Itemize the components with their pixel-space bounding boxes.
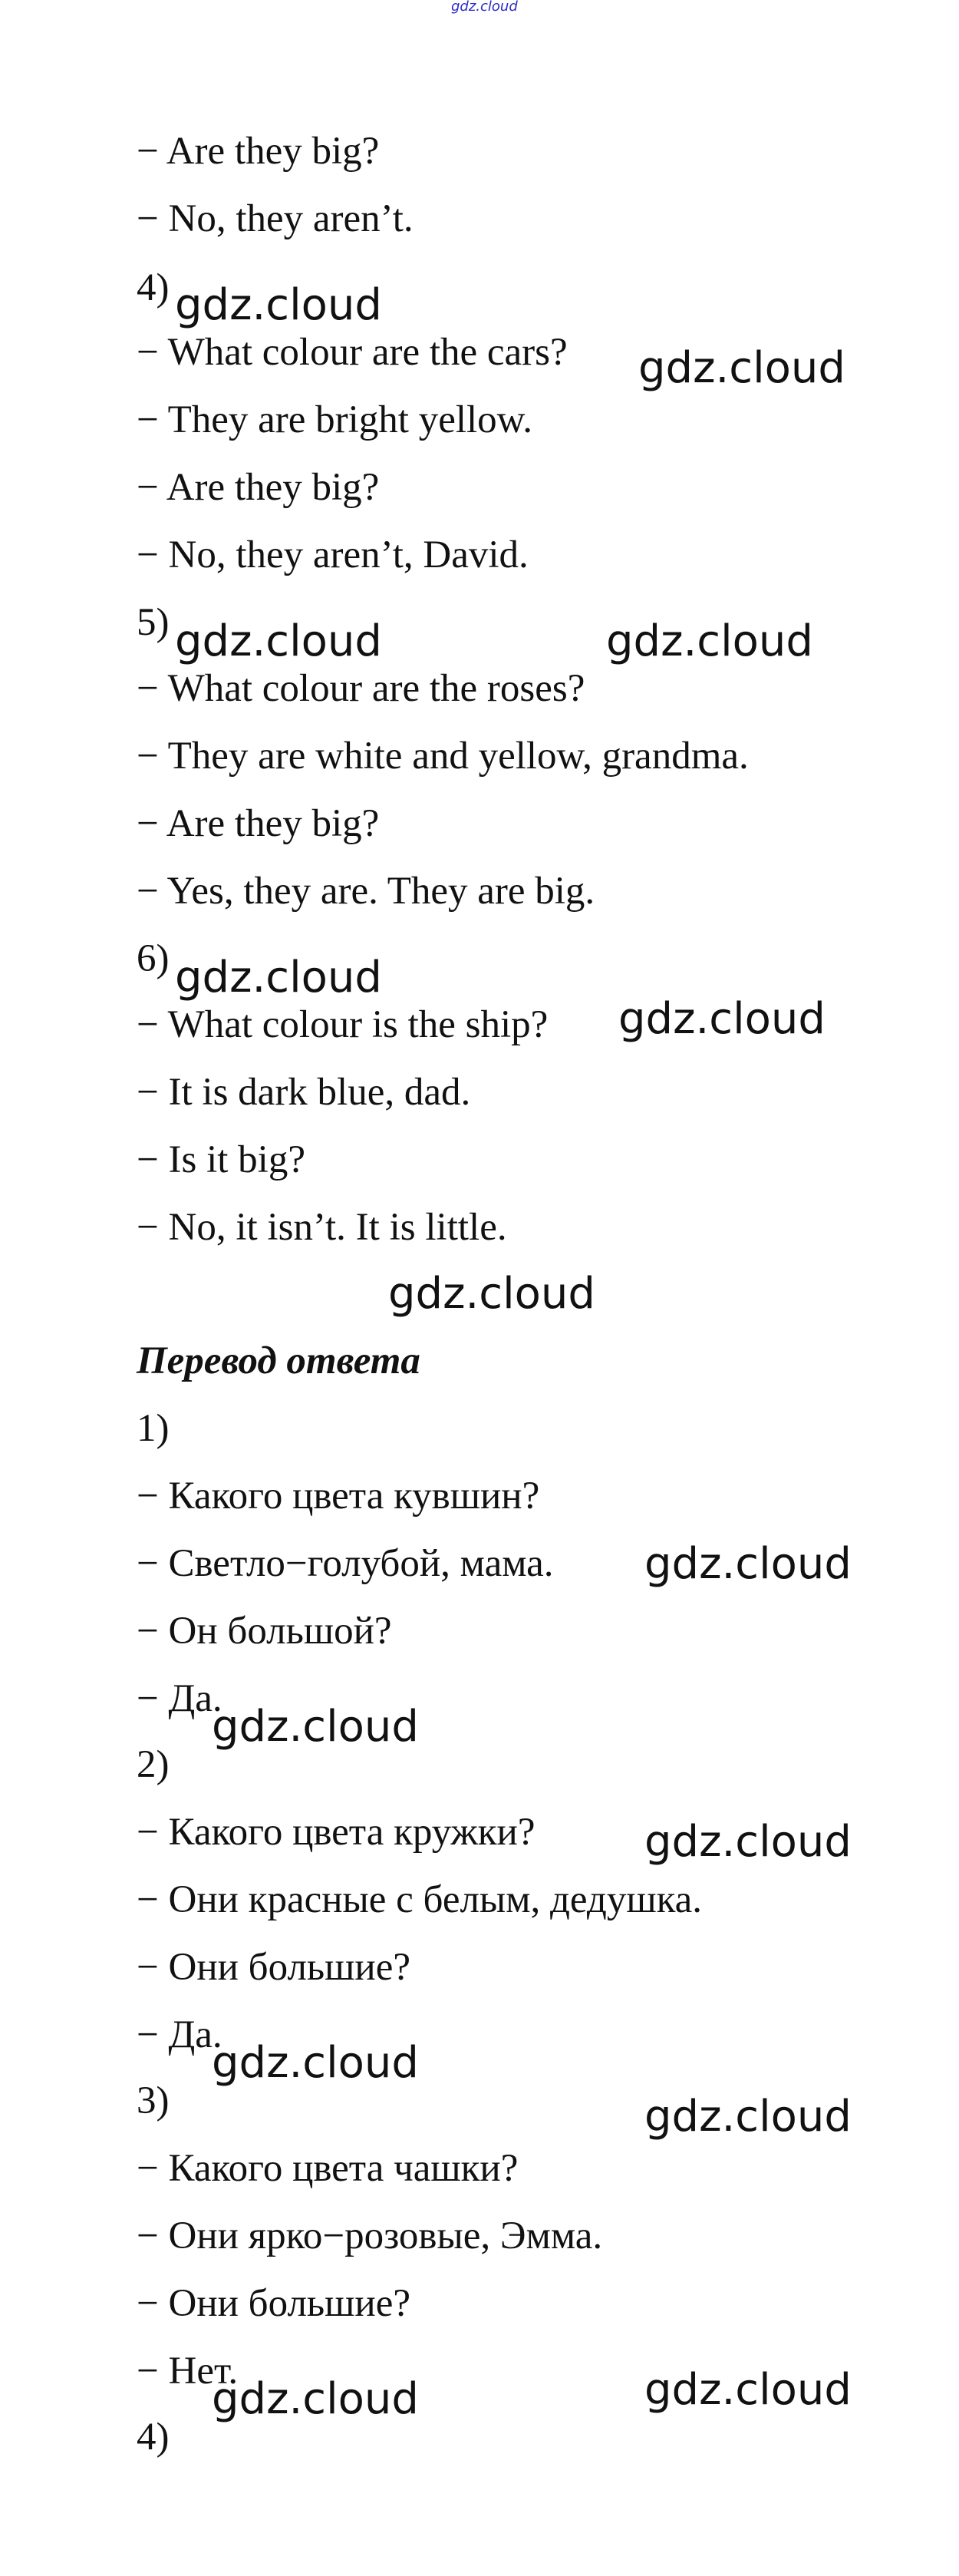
watermark: gdz.cloud [212, 1702, 419, 1752]
watermark: gdz.cloud [175, 616, 382, 666]
dialogue-line: − What colour are the cars? [137, 331, 568, 374]
dialogue-line: − No, they aren’t, David. [137, 533, 529, 576]
translation-line: − Да. [137, 2013, 222, 2056]
item-number: 2) [137, 1743, 170, 1786]
translation-line: − Какого цвета кружки? [137, 1811, 536, 1854]
translation-line: − Они ярко−розовые, Эмма. [137, 2214, 603, 2257]
watermark: gdz.cloud [212, 2038, 419, 2088]
translation-line: − Они большие? [137, 2282, 410, 2325]
dialogue-line: − It is dark blue, dad. [137, 1071, 471, 1114]
watermark: gdz.cloud [644, 2365, 852, 2415]
dialogue-line: − What colour is the ship? [137, 1003, 549, 1046]
translation-heading: Перевод ответа [137, 1339, 420, 1382]
translation-line: − Светло−голубой, мама. [137, 1542, 554, 1585]
translation-line: − Какого цвета чашки? [137, 2147, 519, 2190]
dialogue-line: − Are they big? [137, 466, 380, 509]
translation-line: − Они красные с белым, дедушка. [137, 1878, 702, 1921]
header-watermark: gdz.cloud [451, 0, 518, 15]
translation-line: − Какого цвета кувшин? [137, 1475, 540, 1518]
watermark: gdz.cloud [644, 1817, 852, 1867]
item-number: 4) [137, 2416, 170, 2459]
dialogue-line: − They are bright yellow. [137, 398, 532, 441]
watermark: gdz.cloud [175, 953, 382, 1002]
dialogue-line: − Are they big? [137, 802, 380, 845]
watermark: gdz.cloud [638, 343, 845, 393]
translation-line: − Он большой? [137, 1610, 392, 1653]
dialogue-line: − No, it isn’t. It is little. [137, 1206, 507, 1249]
dialogue-line: − Are they big? [137, 130, 380, 173]
dialogue-line: − Is it big? [137, 1138, 305, 1181]
translation-line: − Нет. [137, 2350, 239, 2393]
item-number: 1) [137, 1407, 170, 1450]
watermark: gdz.cloud [644, 2092, 852, 2142]
watermark: gdz.cloud [644, 1539, 852, 1589]
dialogue-line: − They are white and yellow, grandma. [137, 735, 749, 778]
watermark: gdz.cloud [388, 1269, 595, 1319]
watermark: gdz.cloud [175, 280, 382, 330]
watermark: gdz.cloud [606, 616, 813, 666]
item-number: 3) [137, 2079, 170, 2122]
watermark: gdz.cloud [618, 994, 826, 1044]
item-number: 6) [137, 937, 170, 980]
item-number: 5) [137, 601, 170, 644]
item-number: 4) [137, 266, 170, 309]
watermark: gdz.cloud [212, 2374, 419, 2424]
dialogue-line: − Yes, they are. They are big. [137, 870, 595, 913]
translation-line: − Да. [137, 1677, 222, 1720]
dialogue-line: − What colour are the roses? [137, 667, 585, 710]
dialogue-line: − No, they aren’t. [137, 197, 414, 240]
translation-line: − Они большие? [137, 1946, 410, 1989]
